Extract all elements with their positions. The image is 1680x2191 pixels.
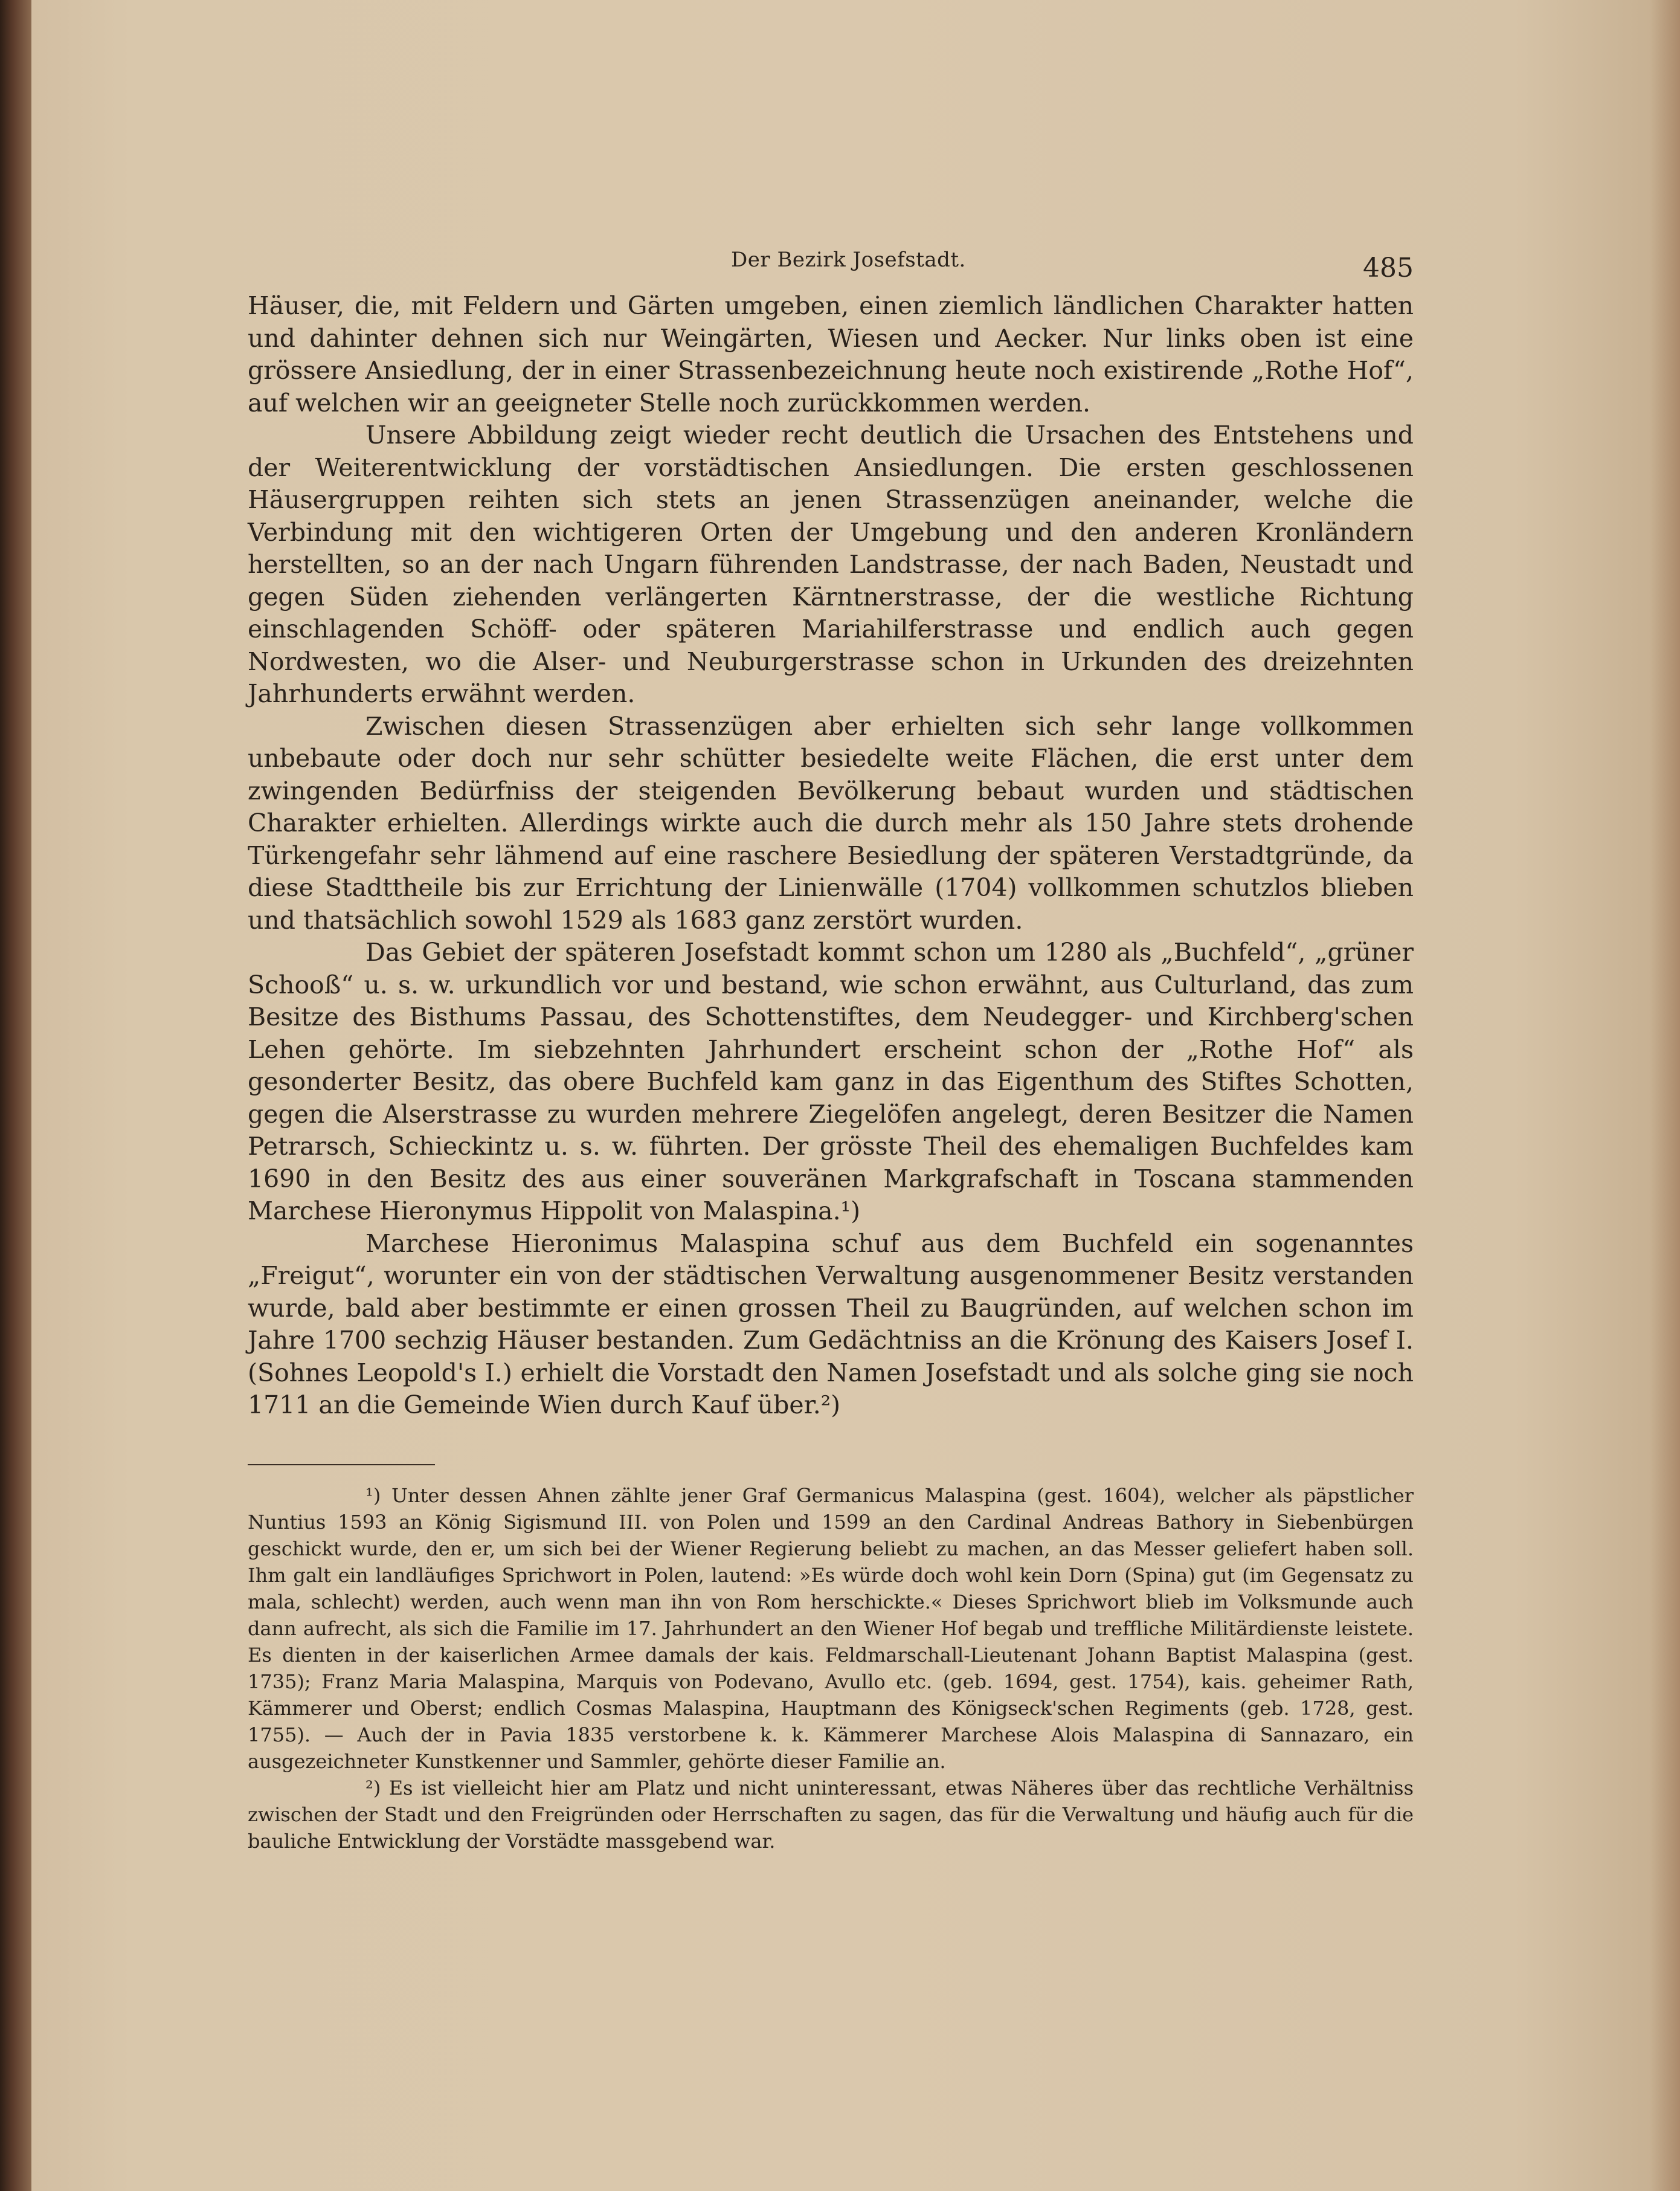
page-number: 485 (1363, 253, 1414, 283)
paragraph: Zwischen diesen Strassenzügen aber erhielten sich sehr lange vollkommen unbebaute oder doch nur sehr schütter besiedelte weite Flächen, die erst unter dem zwingenden Bedürfniss der steigenden Bevölkerung bebaut wurden und städtischen Charakter erhielten. Allerdings wirkte auch die durch mehr als 150 Jahre stets drohende Türkengefahr sehr lähmend auf eine raschere Besiedlung der späteren Verstadtgründe, da diese Stadttheile bis zur Errichtung der Linienwälle (1704) vollkommen schutzlos blieben und thatsächlich sowohl 1529 als 1683 ganz zerstört wurden. (248, 711, 1414, 935)
paragraph: Das Gebiet der späteren Josefstadt kommt schon um 1280 als „Buchfeld“, „grüner Schooß“ u. s. w. urkundlich vor und bestand, wie schon erwähnt, aus Culturland, das zum Besitze des Bisthums Passau, des Schottenstiftes, dem Neudegger- und Kirchberg'schen Lehen gehörte. Im siebzehnten Jahrhundert erscheint schon der „Rothe Hof“ als gesonderter Besitz, das obere Buchfeld kam ganz in das Eigenthum des Stiftes Schotten, gegen die Alserstrasse zu wurden mehrere Ziegelöfen angelegt, deren Besitzer die Namen Petrarsch, Schieckintz u. s. w. führten. Der grösste Theil des ehemaligen Buchfeldes kam 1690 in den Besitz des aus einer souveränen Markgrafschaft in Toscana stammenden Marchese Hieronymus Hippolit von Malaspina.¹) (248, 938, 1414, 1225)
footnote: ²) Es ist vielleicht hier am Platz und nicht uninteressant, etwas Näheres über das rechtliche Verhältniss zwischen der Stadt und den Freigründen oder Herrschaften zu sagen, das für die Verwaltung und häufig auch für die bauliche Entwicklung der Vorstädte massgebend war. (248, 1776, 1414, 1853)
footnote: ¹) Unter dessen Ahnen zählte jener Graf Germanicus Malaspina (gest. 1604), welcher als päpstlicher Nuntius 1593 an König Sigismund III. von Polen und 1599 an den Cardinal Andreas Bathory in Siebenbürgen geschickt wurde, den er, um sich bei der Wiener Regierung beliebt zu machen, an das Messer geliefert haben soll. Ihm galt ein landläufiges Sprichwort in Polen, lautend: »Es würde doch wohl kein Dorn (Spina) gut (im Gegensatz zu mala, schlecht) werden, auch wenn man ihn von Rom herschickte.« Dieses Sprichwort blieb im Volksmunde auch dann aufrecht, als sich die Familie im 17. Jahrhundert an den Wiener Hof begab und treffliche Militärdienste leistete. Es dienten in der kaiserlichen Armee damals der kais. Feldmarschall-Lieutenant Johann Baptist Malaspina (gest. 1735); Franz Maria Malaspina, Marquis von Podevano, Avullo etc. (geb. 1694, gest. 1754), kais. geheimer Rath, Kämmerer und Oberst; endlich Cosmas Malaspina, Hauptmann des Königseck'schen Regiments (geb. 1728, gest. 1755). — Auch der in Pavia 1835 verstorbene k. k. Kämmerer Marchese Alois Malaspina di Sannazaro, ein ausgezeichneter Kunstkenner und Sammler, gehörte dieser Familie an. (248, 1483, 1414, 1773)
paragraph: Häuser, die, mit Feldern und Gärten umgeben, einen ziemlich ländlichen Charakter hatten und dahinter dehnen sich nur Weingärten, Wiesen und Aecker. Nur links oben ist eine grössere Ansiedlung, der in einer Strassenbezeichnung heute noch existirende „Rothe Hof“, auf welchen wir an geeigneter Stelle noch zurückkommen werden. (248, 291, 1414, 418)
paragraph: Unsere Abbildung zeigt wieder recht deutlich die Ursachen des Entstehens und der Weiterentwicklung der vorstädtischen Ansiedlungen. Die ersten geschlossenen Häusergruppen reihten sich stets an jenen Strassenzügen aneinander, welche die Verbindung mit den wichtigeren Orten der Umgebung und den anderen Kronländern herstellten, so an der nach Ungarn führenden Landstrasse, der nach Baden, Neustadt und gegen Süden ziehenden verlängerten Kärntnerstrasse, der die westliche Richtung einschlagenden Schöff- oder späteren Mariahilferstrasse und endlich auch gegen Nordwesten, wo die Alser- und Neuburgerstrasse schon in Urkunden des dreizehnten Jahrhunderts erwähnt werden. (248, 421, 1414, 708)
footnote-separator (248, 1464, 435, 1465)
book-binding (0, 0, 31, 2191)
page-header (248, 242, 1414, 290)
page-edge-shadow (1650, 0, 1680, 2191)
running-title: Der Bezirk Josefstadt. (731, 248, 966, 272)
page-content (248, 242, 1414, 1854)
paragraph: Marchese Hieronimus Malaspina schuf aus dem Buchfeld ein sogenanntes „Freigut“, worunter ein von der städtischen Verwaltung ausgenommener Besitz verstanden wurde, bald aber bestimmte er einen grossen Theil zu Baugründen, auf welchen schon im Jahre 1700 sechzig Häuser bestanden. Zum Gedächtniss an die Krönung des Kaisers Josef I. (Sohnes Leopold's I.) erhielt die Vorstadt den Namen Josefstadt und als solche ging sie noch 1711 an die Gemeinde Wien durch Kauf über.²) (248, 1228, 1414, 1419)
